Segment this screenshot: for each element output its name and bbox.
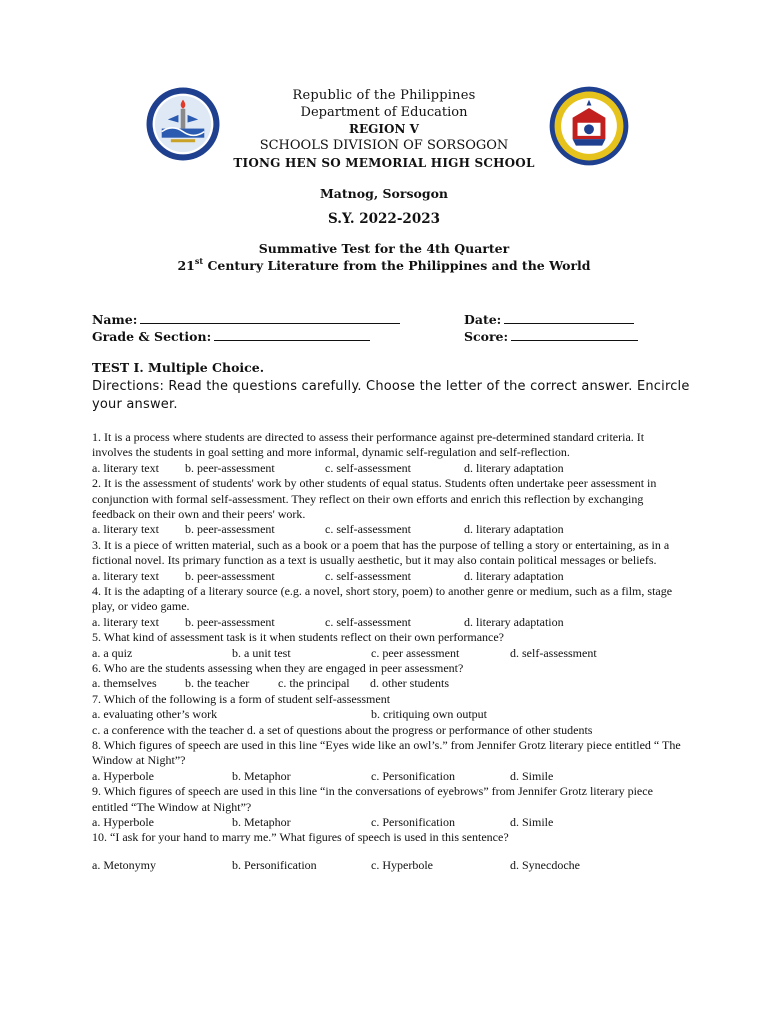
question-2 bbox=[92, 476, 682, 538]
choice-b[interactable]: b. Metaphor bbox=[232, 768, 291, 783]
question-list bbox=[92, 430, 682, 873]
date-label: Date: bbox=[464, 312, 502, 327]
question-7 bbox=[92, 692, 682, 738]
choice-c[interactable]: c. the principal bbox=[278, 676, 350, 691]
question-4 bbox=[92, 584, 682, 630]
choice-c[interactable]: c. self-assessment bbox=[325, 460, 411, 475]
question-3 bbox=[92, 538, 682, 584]
choice-c[interactable]: c. self-assessment bbox=[325, 568, 411, 583]
test-section-title: TEST I. Multiple Choice. bbox=[92, 360, 265, 375]
choice-row bbox=[92, 858, 682, 873]
choice-c[interactable]: c. self-assessment bbox=[325, 614, 411, 629]
choice-d[interactable]: d. self-assessment bbox=[510, 645, 597, 660]
date-blank[interactable] bbox=[504, 311, 634, 324]
department-heading: Department of Education bbox=[300, 105, 468, 120]
grade-section-blank[interactable] bbox=[214, 328, 370, 341]
choice-b[interactable]: b. peer-assessment bbox=[185, 614, 275, 629]
subject-heading bbox=[0, 258, 768, 273]
choice-c[interactable]: c. peer assessment bbox=[371, 645, 460, 660]
choice-row bbox=[92, 646, 682, 661]
question-text: 7. Which of the following is a form of student self-assessment bbox=[92, 691, 391, 706]
choice-row bbox=[92, 707, 682, 722]
choice-c[interactable]: c. Personification bbox=[371, 768, 455, 783]
name-blank[interactable] bbox=[140, 311, 400, 324]
score-label: Score: bbox=[464, 329, 509, 344]
question-text: 4. It is the adapting of a literary source (e.g. a novel, short story, poem) to another genre or medium, such as a film, stage play, or video game. bbox=[92, 584, 673, 614]
question-text: 2. It is the assessment of students' work by other students of equal status. Students often undertake peer assessment in conjunction with formal self-assessment. They reflect on their own efforts and enrich this reflection by exchanging feedback on their own and their peers' work. bbox=[92, 476, 657, 522]
name-label: Name: bbox=[92, 312, 138, 327]
choice-c-d[interactable]: c. a conference with the teacher d. a set of questions about the progress or performance of other students bbox=[92, 722, 593, 737]
choice-a[interactable]: a. themselves bbox=[92, 676, 157, 691]
choice-row bbox=[92, 615, 682, 630]
choice-a[interactable]: a. literary text bbox=[92, 568, 159, 583]
choice-row bbox=[92, 569, 682, 584]
country-heading: Republic of the Philippines bbox=[292, 88, 476, 103]
question-10 bbox=[92, 830, 682, 873]
question-5 bbox=[92, 630, 682, 661]
division-heading: SCHOOLS DIVISION OF SORSOGON bbox=[259, 138, 509, 153]
choice-a[interactable]: a. Hyperbole bbox=[92, 815, 154, 830]
choice-d[interactable]: d. Synecdoche bbox=[510, 857, 580, 872]
question-6 bbox=[92, 661, 682, 692]
question-text: 6. Who are the students assessing when they are engaged in peer assessment? bbox=[92, 661, 464, 676]
grade-section-field[interactable] bbox=[92, 328, 370, 344]
choice-row bbox=[92, 815, 682, 830]
choice-b[interactable]: b. critiquing own output bbox=[371, 707, 487, 722]
choice-a[interactable]: a. literary text bbox=[92, 460, 159, 475]
choice-b[interactable]: b. a unit test bbox=[232, 645, 291, 660]
choice-b[interactable]: b. peer-assessment bbox=[185, 568, 275, 583]
choice-d[interactable]: d. literary adaptation bbox=[464, 568, 564, 583]
test-title-heading: Summative Test for the 4th Quarter bbox=[258, 241, 510, 256]
choice-d[interactable]: d. Simile bbox=[510, 815, 554, 830]
choice-row bbox=[92, 461, 682, 476]
choice-d[interactable]: d. literary adaptation bbox=[464, 460, 564, 475]
location-heading: Matnog, Sorsogon bbox=[319, 186, 449, 201]
question-9 bbox=[92, 784, 682, 830]
date-field[interactable] bbox=[464, 311, 634, 327]
question-text: 1. It is a process where students are directed to assess their performance against pre-determined standard criteria. It involves the students in goal setting and more informal, dynamic self-regulation and self-reflection. bbox=[92, 430, 645, 460]
name-field[interactable] bbox=[92, 311, 400, 327]
school-year-heading: S.Y. 2022-2023 bbox=[327, 211, 440, 227]
choice-a[interactable]: a. Metonymy bbox=[92, 857, 156, 872]
subject-number: 21 bbox=[177, 258, 195, 273]
question-text: 3. It is a piece of written material, such as a book or a poem that has the purpose of telling a story or entertaining, as in a fictional novel. Its primary function as a text is usually aesthetic, but it may also contain political messages or beliefs. bbox=[92, 537, 670, 568]
choice-b[interactable]: b. peer-assessment bbox=[185, 522, 275, 537]
choice-a[interactable]: a. literary text bbox=[92, 614, 159, 629]
choice-b[interactable]: b. peer-assessment bbox=[185, 460, 275, 475]
choice-c[interactable]: c. Personification bbox=[371, 815, 455, 830]
subject-name: Century Literature from the Philippines and the World bbox=[203, 258, 591, 273]
grade-section-label: Grade & Section: bbox=[92, 329, 212, 344]
choice-b[interactable]: b. the teacher bbox=[185, 676, 250, 691]
choice-a[interactable]: a. a quiz bbox=[92, 645, 133, 660]
choice-c[interactable]: c. Hyperbole bbox=[371, 857, 433, 872]
choice-row bbox=[92, 522, 682, 537]
choice-b[interactable]: b. Personification bbox=[232, 857, 317, 872]
score-blank[interactable] bbox=[511, 328, 638, 341]
region-heading: REGION V bbox=[349, 122, 419, 136]
choice-a[interactable]: a. evaluating other’s work bbox=[92, 707, 218, 722]
question-text: 8. Which figures of speech are used in this line “Eyes wide like an owl’s.” from Jennifer Grotz literary piece entitled “ The Window at Night”? bbox=[92, 738, 681, 768]
question-text: 5. What kind of assessment task is it when students reflect on their own performance? bbox=[92, 630, 505, 645]
question-1 bbox=[92, 430, 682, 476]
choice-row bbox=[92, 676, 682, 691]
test-directions: Directions: Read the questions carefully. Choose the letter of the correct answer. Encircle your answer. bbox=[92, 379, 690, 412]
school-heading: TIONG HEN SO MEMORIAL HIGH SCHOOL bbox=[233, 156, 535, 170]
question-8 bbox=[92, 738, 682, 784]
choice-row bbox=[92, 769, 682, 784]
choice-d[interactable]: d. other students bbox=[370, 676, 449, 691]
choice-c[interactable]: c. self-assessment bbox=[325, 522, 411, 537]
subject-ordinal: st bbox=[194, 256, 204, 266]
choice-a[interactable]: a. Hyperbole bbox=[92, 768, 154, 783]
choice-d[interactable]: d. literary adaptation bbox=[464, 614, 564, 629]
question-text: 9. Which figures of speech are used in this line “in the conversations of eyebrows” from Jennifer Grotz literary piece entitled “The Window at Night”? bbox=[92, 784, 653, 814]
question-text: 10. “I ask for your hand to marry me.” What figures of speech is used in this sentence? bbox=[92, 830, 509, 845]
choice-d[interactable]: d. literary adaptation bbox=[464, 522, 564, 537]
score-field[interactable] bbox=[464, 328, 638, 344]
choice-b[interactable]: b. Metaphor bbox=[232, 815, 291, 830]
choice-a[interactable]: a. literary text bbox=[92, 522, 159, 537]
choice-d[interactable]: d. Simile bbox=[510, 768, 554, 783]
